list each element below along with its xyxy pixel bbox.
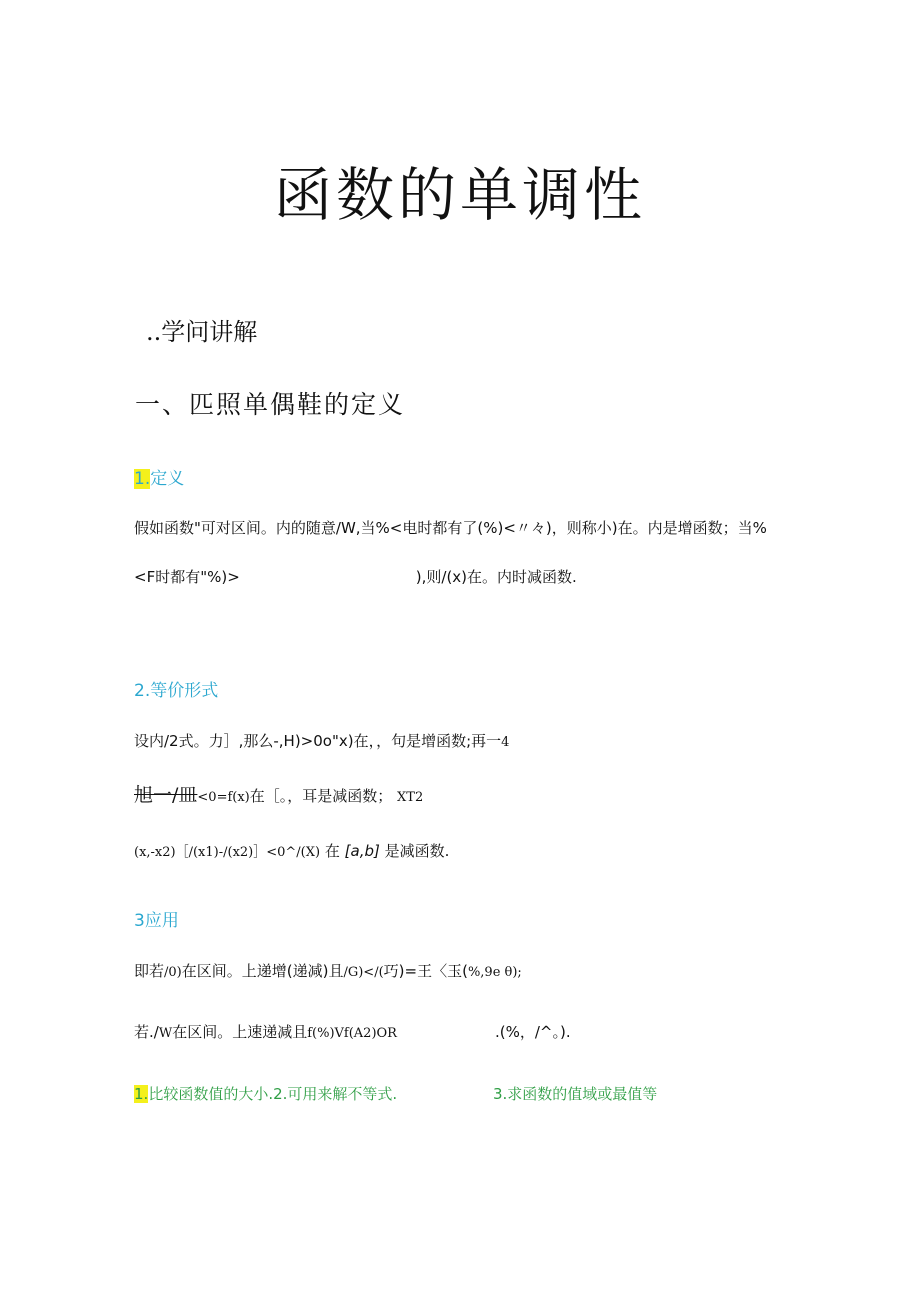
document-title: 函数的单调性 xyxy=(273,161,646,229)
section2-line3-end: 是减函数. xyxy=(384,842,450,860)
section1-line2-part-a: <F时都有"%)> xyxy=(134,568,240,586)
section1-line1: 假如函数"可对区间。内的随意/W,当%<电时都有了(%)<〃々)，则称小)在。内是增函数；当% xyxy=(134,519,767,537)
section2-heading: 2.等价形式 xyxy=(134,681,219,701)
section3-line2-a: 若./ xyxy=(134,1023,159,1041)
section2-line1 xyxy=(134,730,509,751)
section3-line1-a: 即若 xyxy=(134,962,165,980)
section3-line2-b: W xyxy=(158,1026,173,1041)
section3-line2-c: 在区间。上速递减且 xyxy=(172,1023,308,1041)
section2-line1-number: 4 xyxy=(501,735,510,750)
subheading: ..学问讲解 xyxy=(146,318,258,346)
section2-line2-formula: <0=f(x) xyxy=(197,790,250,805)
section3-heading: 3应用 xyxy=(134,911,179,931)
section1-line2-part-b: ),则/(x)在。内时减函数. xyxy=(415,568,577,586)
section1-line2 xyxy=(134,566,577,587)
section2-line2-text: 在［。，耳是减函数； xyxy=(249,787,393,805)
section1-number: 1. xyxy=(134,469,151,489)
section3-line2-d: f(%)Vf(A2)OR xyxy=(307,1026,397,1041)
section3-line1-d: /G)</( xyxy=(343,965,384,980)
section2-line2-struck-text: 旭一/皿 xyxy=(134,784,198,806)
section3-line2 xyxy=(134,1021,571,1042)
section2-line3-interval: [a,b] xyxy=(344,842,380,860)
section2-line2-tail: XT2 xyxy=(397,790,424,805)
chapter-heading: 一、匹照单偶鞋的定义 xyxy=(135,390,406,419)
section3-line1-b: /0) xyxy=(164,965,182,980)
section2-line3-formula: (x,-x2)［/(x1)-/(x2)］<0^/(X) xyxy=(134,845,321,860)
section2-line1-text: 设内/2式。力］,那么-,H)>0o"x)在，，句是增函数;再一 xyxy=(134,732,502,750)
section3-line2-e: .(%，/^。). xyxy=(494,1023,571,1041)
applications-item3: 3.求函数的值域或最值等 xyxy=(493,1085,658,1103)
section3-line1-f: %,9e θ); xyxy=(467,965,522,980)
section2-line3-word: 在 xyxy=(324,842,340,860)
section1-label: 定义 xyxy=(150,469,185,489)
section1-heading xyxy=(134,464,184,489)
section3-line1 xyxy=(134,960,522,981)
applications-number: 1. xyxy=(134,1085,149,1103)
applications-item1: 比较函数值的大小.2.可用来解不等式. xyxy=(148,1085,398,1103)
section2-line2 xyxy=(134,780,423,807)
applications-line xyxy=(134,1083,397,1104)
section3-line1-c: 在区间。上递增(递减)且 xyxy=(181,962,344,980)
section2-line3 xyxy=(134,840,449,861)
section3-line1-e: 巧)=王〈玉( xyxy=(383,962,468,980)
